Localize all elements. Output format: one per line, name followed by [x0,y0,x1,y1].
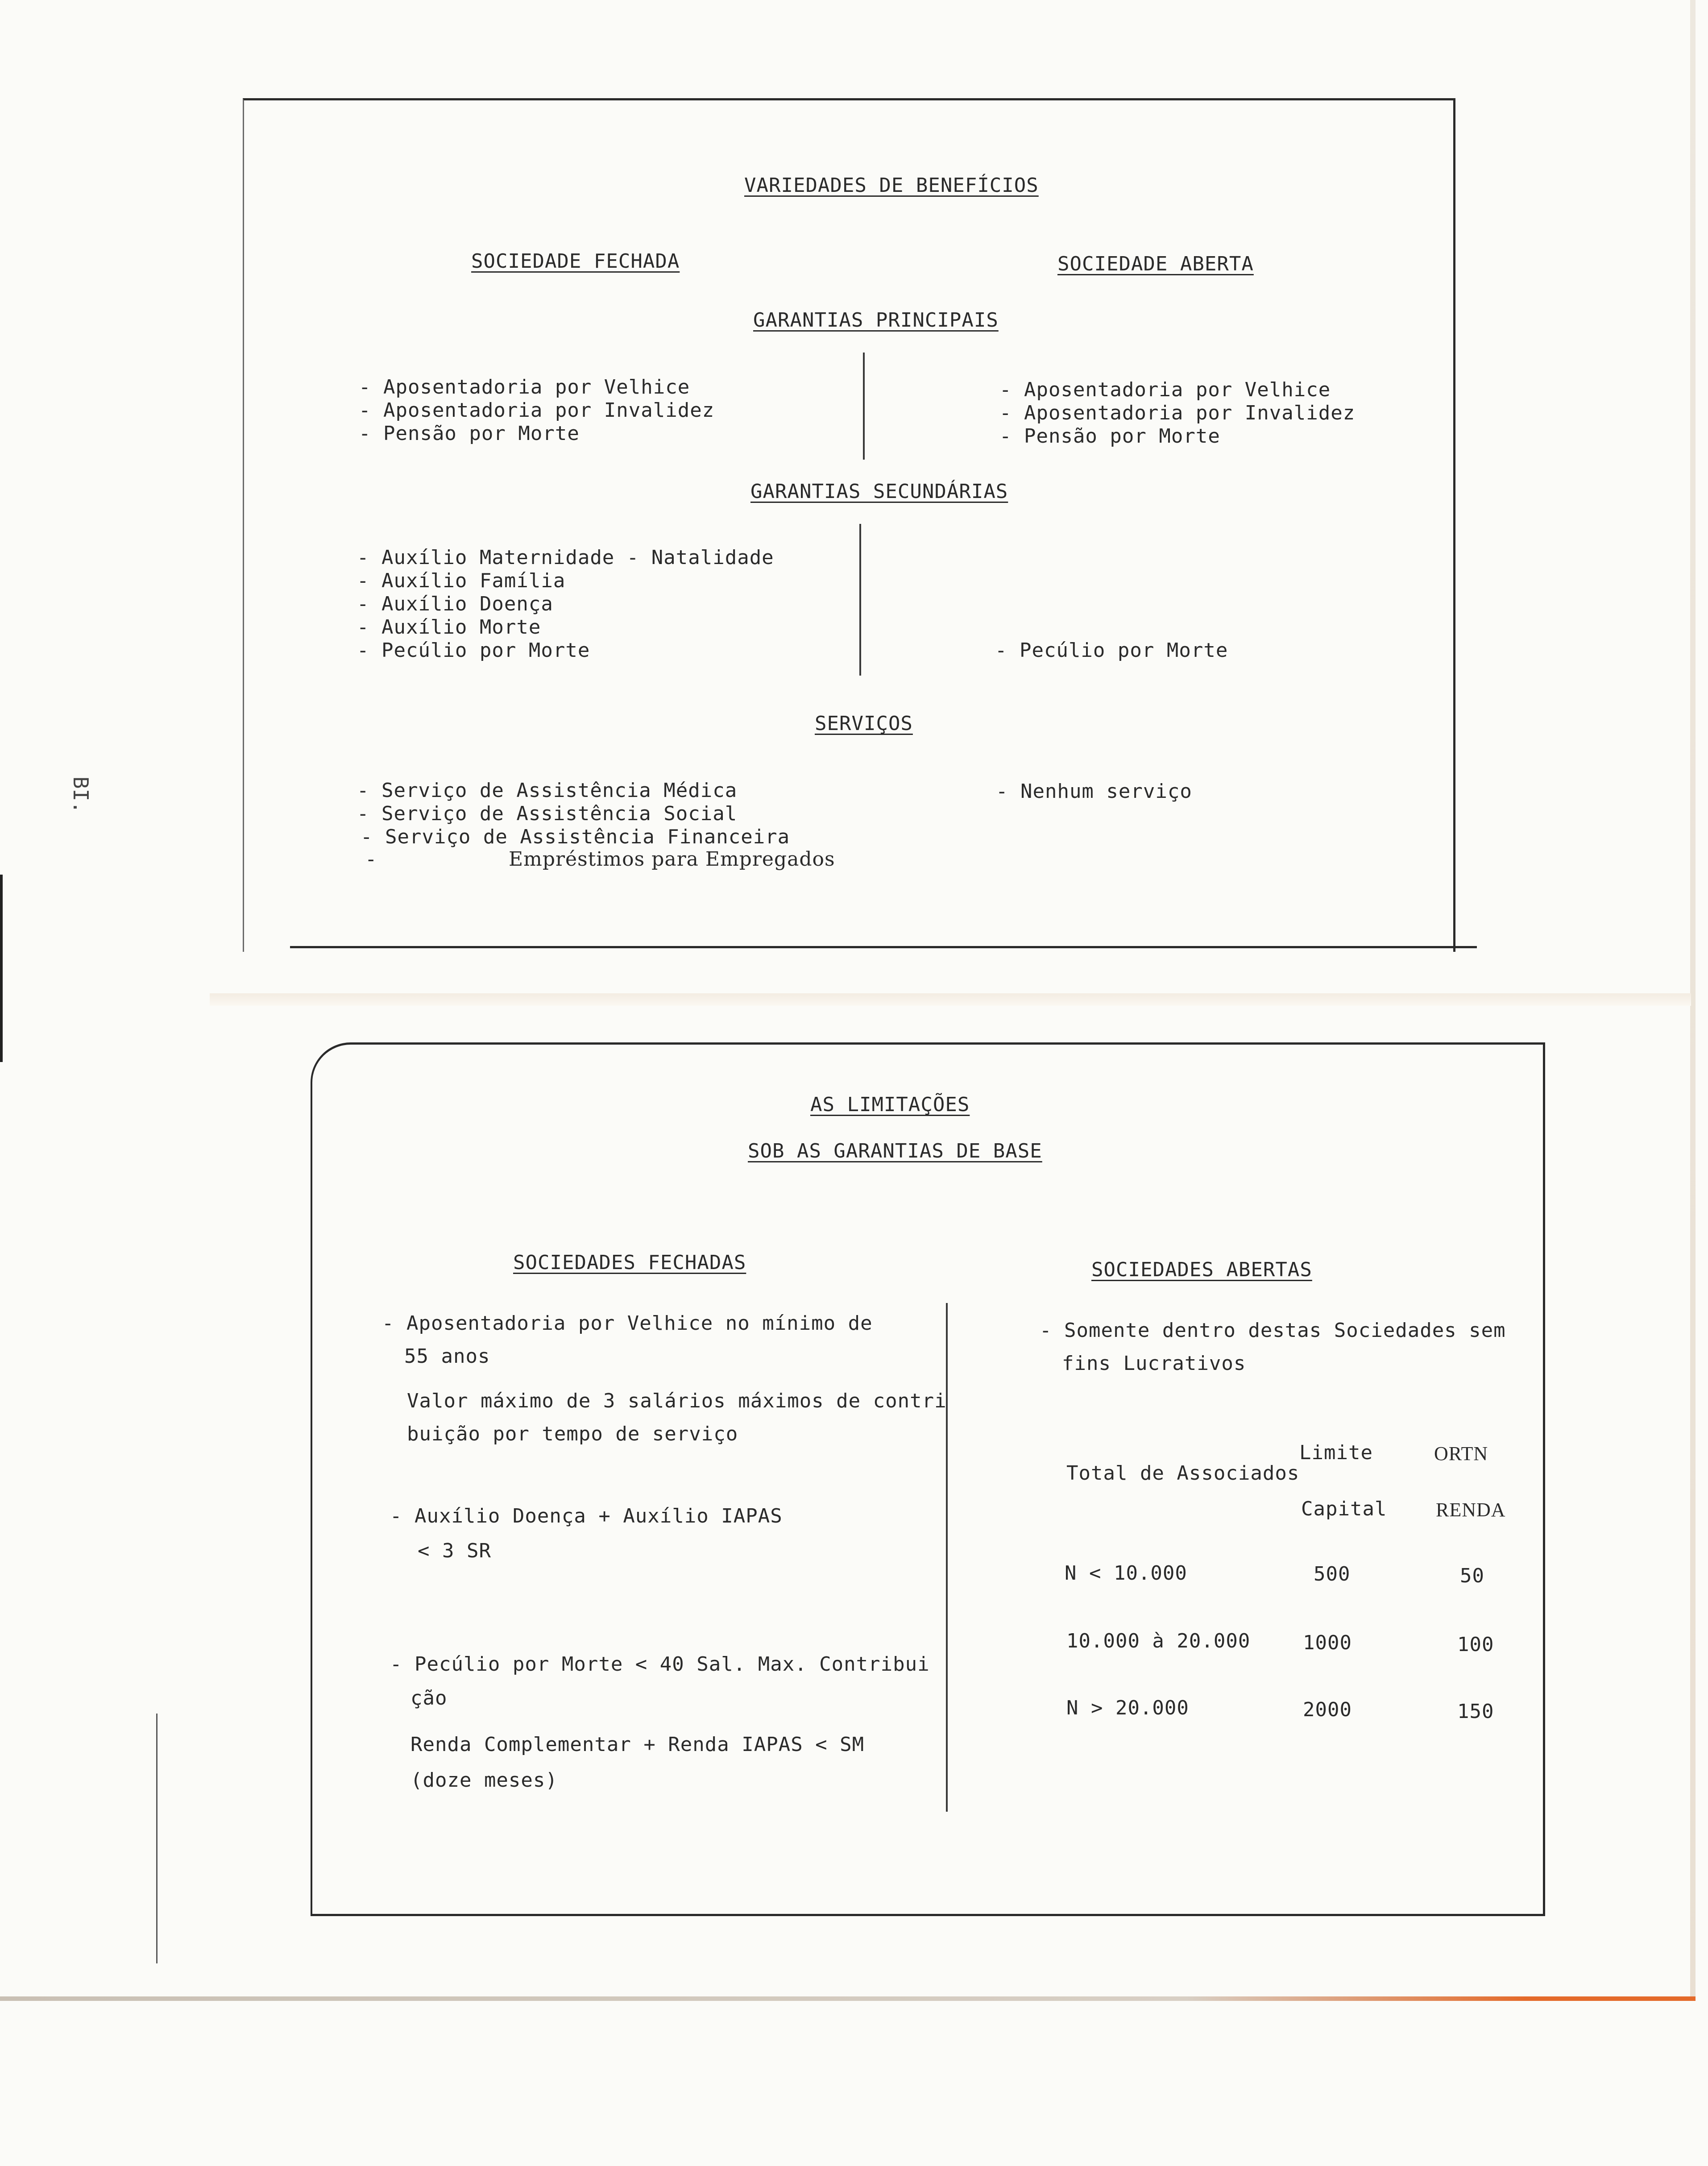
table-cell-capital: 1000 [1303,1631,1352,1654]
page-bottom-edge [0,1996,1696,2001]
list-item: - Aposentadoria por Velhice [999,378,1331,401]
open-societies-heading: SOCIEDADES ABERTAS [1091,1258,1312,1281]
open-society-heading: SOCIEDADE ABERTA [1057,253,1254,275]
margin-line [156,1714,158,1963]
principal-left-list [359,376,714,445]
left-item2-line1: - Auxílio Doença + Auxílio IAPAS [390,1505,783,1527]
closed-society-heading: SOCIEDADE FECHADA [471,250,680,273]
secondary-guarantees-heading: GARANTIAS SECUNDÁRIAS [750,480,1008,503]
list-item: - Pensão por Morte [359,422,580,445]
services-sub-item: Empréstimos para Empregados [509,848,835,871]
services-heading: SERVIÇOS [815,712,913,735]
secondary-right-list [995,639,1228,662]
principal-divider [863,353,865,460]
left-item3-line4: (doze meses) [410,1769,558,1792]
table-cell-capital: 2000 [1303,1698,1352,1721]
list-item: - Pensão por Morte [999,425,1220,448]
benefits-title: VARIEDADES DE BENEFÍCIOS [744,174,1039,197]
table-cell-renda: 150 [1457,1700,1494,1723]
services-right-item: - Nenhum serviço [996,780,1192,803]
table-cell-assoc: 10.000 à 20.000 [1066,1630,1251,1652]
limitations-title: AS LIMITAÇÕES [810,1093,970,1116]
list-item: - Serviço de Assistência Social [357,802,738,825]
left-item1-line1: - Aposentadoria por Velhice no mínimo de [382,1312,873,1335]
list-item: - Aposentadoria por Invalidez [359,399,715,422]
limitations-subtitle: SOB AS GARANTIAS DE BASE [748,1140,1042,1162]
table-cell-renda: 100 [1457,1633,1494,1656]
benefits-frame-bottom [290,946,1477,948]
left-item3-line1: - Pecúlio por Morte < 40 Sal. Max. Contribui [390,1653,930,1676]
list-item: - Serviço de Assistência Financeira [361,826,790,848]
table-cell-renda: 50 [1460,1564,1484,1587]
list-item: - Auxílio Maternidade - Natalidade [357,546,774,569]
table-header-renda: RENDA [1436,1499,1506,1521]
right-intro-line2: fins Lucrativos [1062,1352,1246,1375]
table-header-limite: Limite [1299,1441,1373,1464]
binding-mark [0,875,3,1062]
list-item: - Auxílio Morte [357,616,541,639]
page-fold [210,993,1691,1006]
list-item: - Serviço de Assistência Médica [357,779,738,802]
table-cell-assoc: N > 20.000 [1066,1697,1189,1719]
table-header-ortn: ORTN [1434,1443,1488,1465]
services-left-list [357,779,790,849]
right-intro-line1: - Somente dentro destas Sociedades sem [1040,1319,1506,1342]
list-item: - Auxílio Família [357,569,566,592]
left-item1-line2: 55 anos [404,1345,490,1368]
limitations-divider [946,1303,948,1812]
left-item3-line2: ção [410,1687,448,1710]
margin-mark: BI. [69,776,93,814]
secondary-left-list [357,546,774,662]
list-item: - Auxílio Doença [357,593,553,615]
list-item: - Aposentadoria por Velhice [359,376,690,398]
table-header-capital: Capital [1301,1498,1387,1520]
list-item: - Pecúlio por Morte [357,639,590,662]
table-header-total: Total de Associados [1066,1462,1300,1485]
principal-guarantees-heading: GARANTIAS PRINCIPAIS [753,309,999,332]
services-sub-dash: - [365,848,377,871]
list-item: - Pecúlio por Morte [995,639,1228,662]
table-cell-assoc: N < 10.000 [1065,1562,1187,1585]
table-cell-capital: 500 [1314,1563,1351,1585]
principal-right-list [999,378,1355,448]
closed-societies-heading: SOCIEDADES FECHADAS [513,1251,746,1274]
secondary-divider [859,524,861,676]
left-item1-line4: buição por tempo de serviço [407,1423,738,1445]
list-item: - Aposentadoria por Invalidez [999,402,1356,424]
left-item3-line3: Renda Complementar + Renda IAPAS < SM [410,1733,865,1756]
left-item1-line3: Valor máximo de 3 salários máximos de contri [407,1390,947,1412]
left-item2-line2: < 3 SR [418,1539,491,1562]
